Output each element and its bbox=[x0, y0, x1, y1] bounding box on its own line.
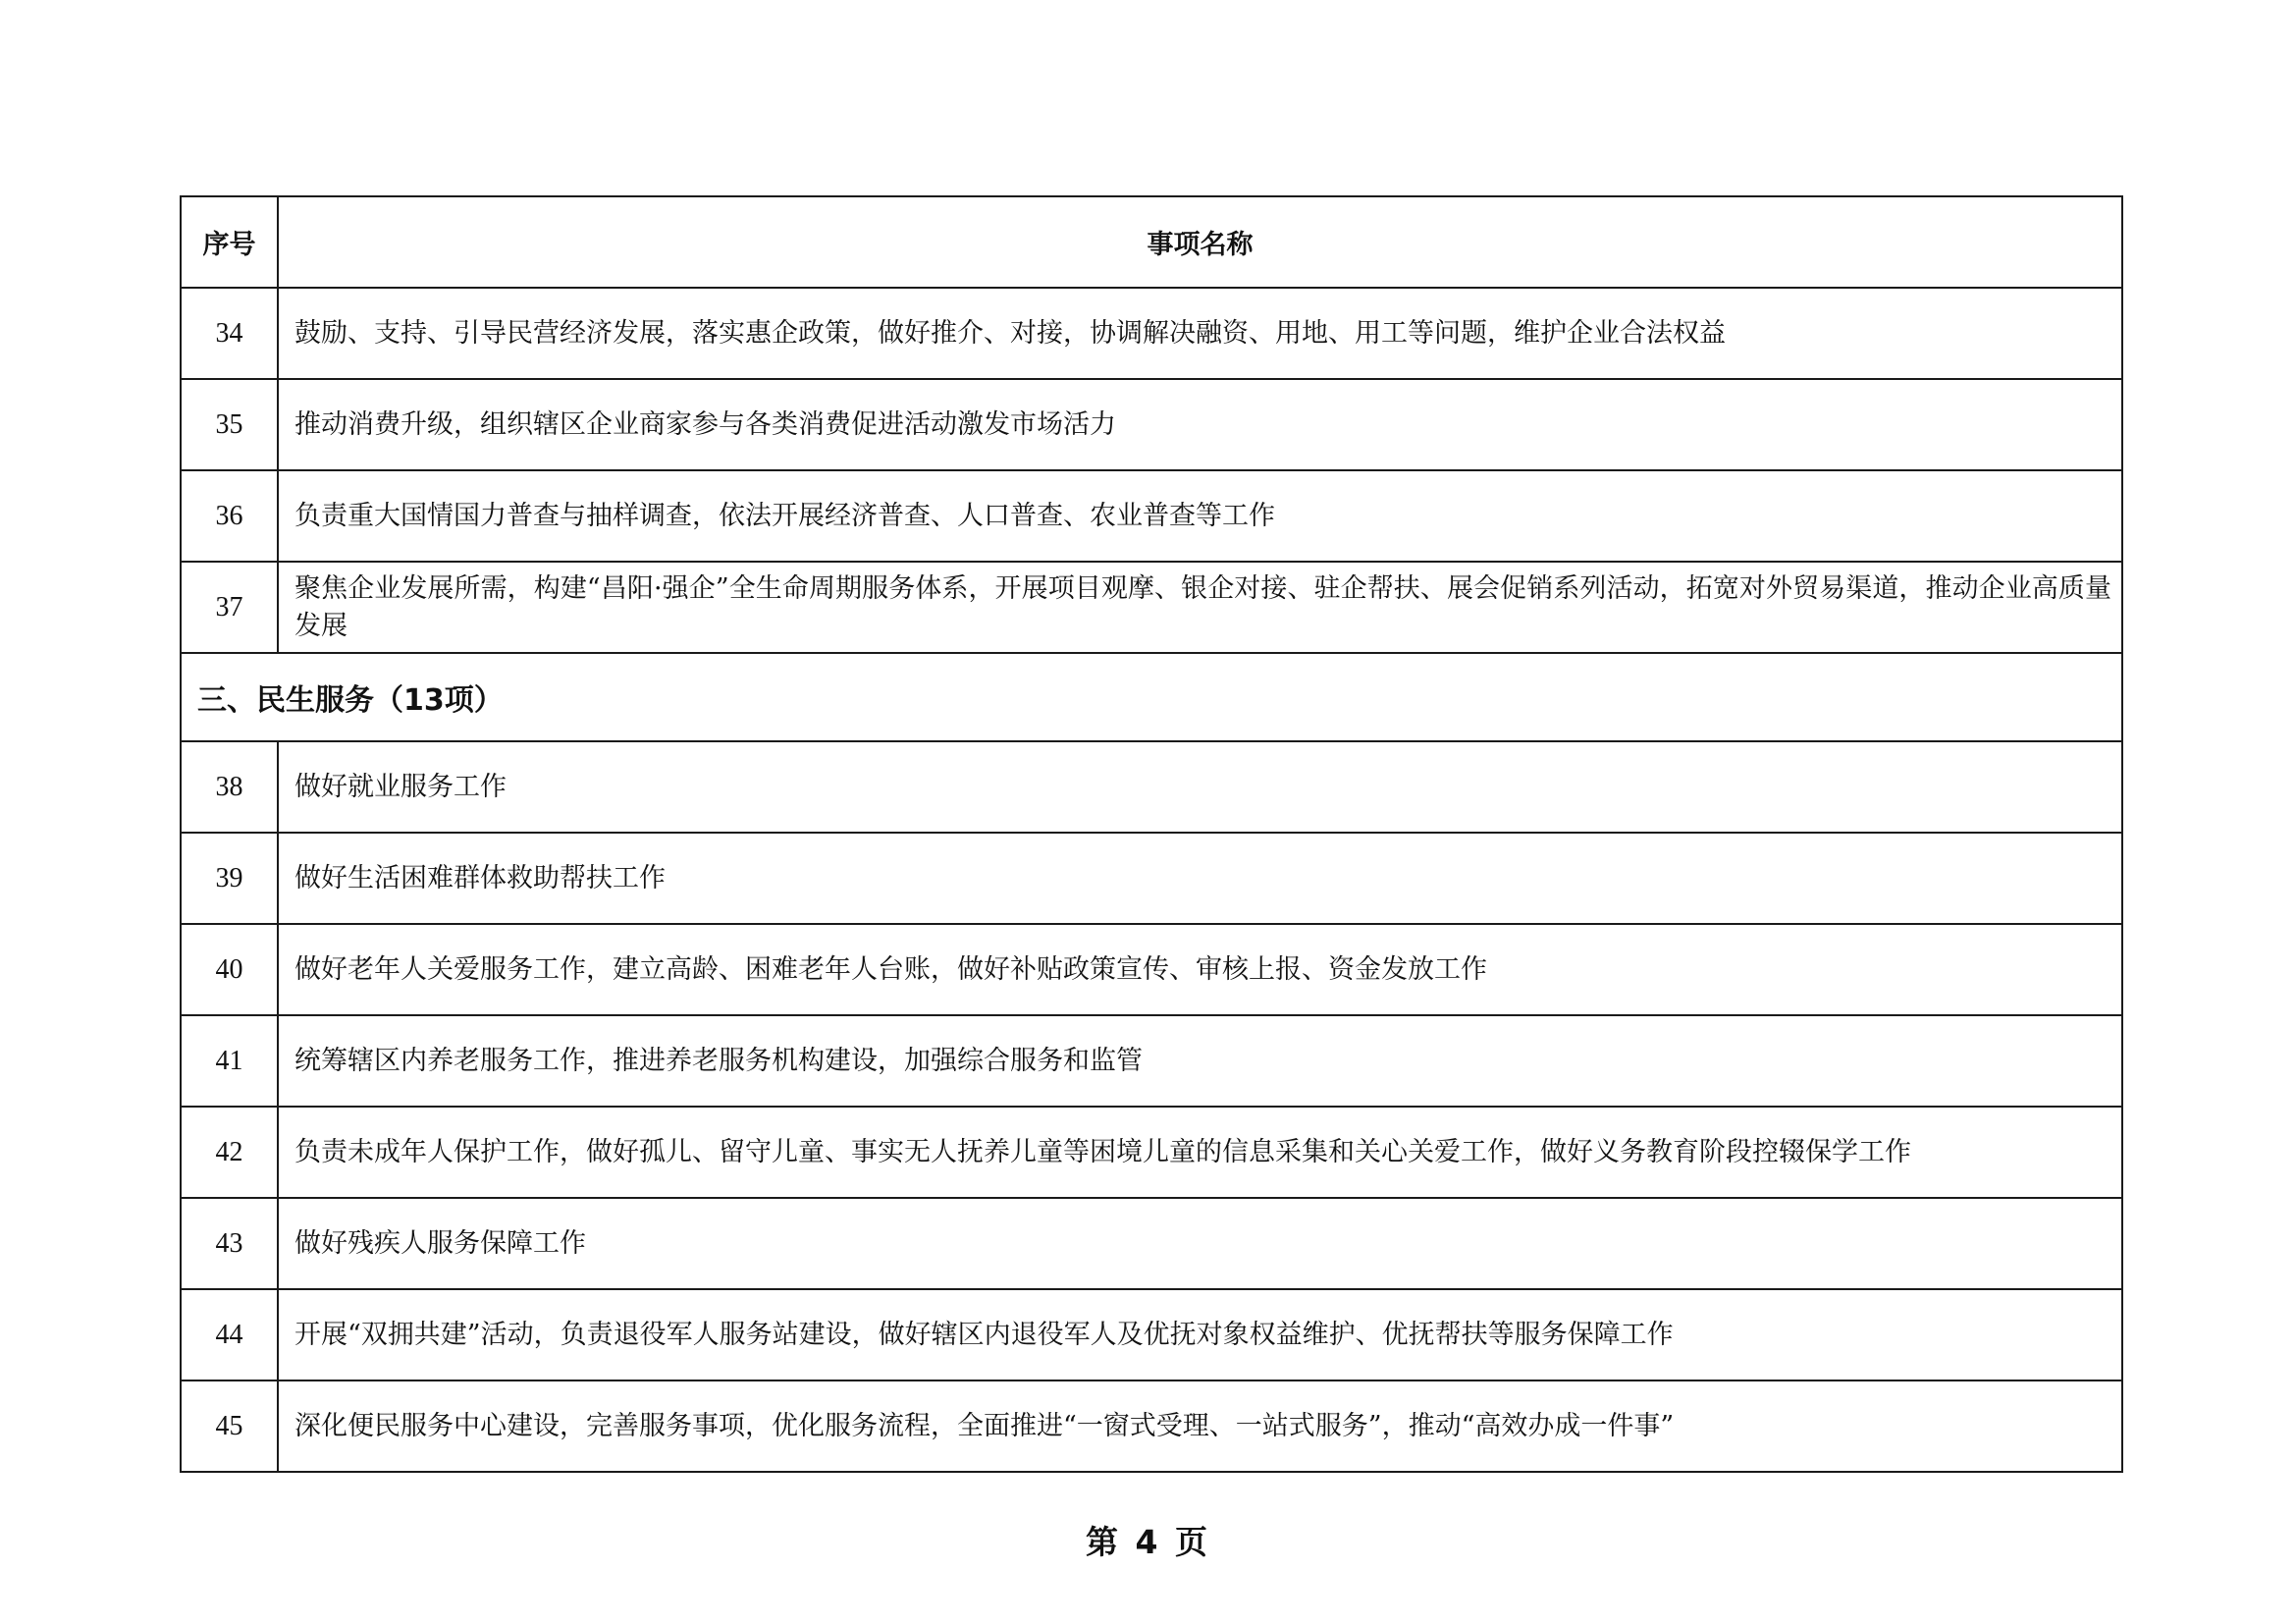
row-matter: 负责重大国情国力普查与抽样调查，依法开展经济普查、人口普查、农业普查等工作 bbox=[278, 470, 2122, 562]
row-number: 39 bbox=[181, 833, 278, 924]
row-number: 43 bbox=[181, 1198, 278, 1289]
header-matter-name: 事项名称 bbox=[278, 196, 2122, 288]
row-matter: 聚焦企业发展所需，构建“昌阳·强企”全生命周期服务体系，开展项目观摩、银企对接、驻企帮扶、展会促销系列活动，拓宽对外贸易渠道，推动企业高质量发展 bbox=[278, 562, 2122, 653]
header-serial-number: 序号 bbox=[181, 196, 278, 288]
section-title: 三、民生服务（13项） bbox=[181, 653, 2122, 741]
page-number: 第 4 页 bbox=[1086, 1523, 1210, 1561]
row-matter: 做好残疾人服务保障工作 bbox=[278, 1198, 2122, 1289]
row-number: 42 bbox=[181, 1107, 278, 1198]
row-number: 37 bbox=[181, 562, 278, 653]
row-number: 38 bbox=[181, 741, 278, 833]
table-header-row bbox=[181, 196, 2122, 288]
row-matter: 推动消费升级，组织辖区企业商家参与各类消费促进活动激发市场活力 bbox=[278, 379, 2122, 470]
table-row bbox=[181, 924, 2122, 1015]
row-matter: 统筹辖区内养老服务工作，推进养老服务机构建设，加强综合服务和监管 bbox=[278, 1015, 2122, 1107]
row-number: 36 bbox=[181, 470, 278, 562]
table-row bbox=[181, 470, 2122, 562]
row-number: 34 bbox=[181, 288, 278, 379]
row-number: 35 bbox=[181, 379, 278, 470]
table-row bbox=[181, 1380, 2122, 1472]
table-row bbox=[181, 288, 2122, 379]
matters-table bbox=[180, 195, 2123, 1473]
table-row bbox=[181, 379, 2122, 470]
row-number: 41 bbox=[181, 1015, 278, 1107]
table-row bbox=[181, 1015, 2122, 1107]
row-matter: 做好生活困难群体救助帮扶工作 bbox=[278, 833, 2122, 924]
row-number: 45 bbox=[181, 1380, 278, 1472]
row-matter: 开展“双拥共建”活动，负责退役军人服务站建设，做好辖区内退役军人及优抚对象权益维护、优抚帮扶等服务保障工作 bbox=[278, 1289, 2122, 1380]
table-row bbox=[181, 1198, 2122, 1289]
row-matter: 做好老年人关爱服务工作，建立高龄、困难老年人台账，做好补贴政策宣传、审核上报、资金发放工作 bbox=[278, 924, 2122, 1015]
section-row bbox=[181, 653, 2122, 741]
row-matter: 负责未成年人保护工作，做好孤儿、留守儿童、事实无人抚养儿童等困境儿童的信息采集和关心关爱工作，做好义务教育阶段控辍保学工作 bbox=[278, 1107, 2122, 1198]
row-number: 44 bbox=[181, 1289, 278, 1380]
table-row bbox=[181, 1107, 2122, 1198]
row-matter: 做好就业服务工作 bbox=[278, 741, 2122, 833]
table-row bbox=[181, 562, 2122, 653]
table-row bbox=[181, 833, 2122, 924]
row-number: 40 bbox=[181, 924, 278, 1015]
table-row bbox=[181, 1289, 2122, 1380]
row-matter: 深化便民服务中心建设，完善服务事项，优化服务流程，全面推进“一窗式受理、一站式服务”，推动“高效办成一件事” bbox=[278, 1380, 2122, 1472]
row-matter: 鼓励、支持、引导民营经济发展，落实惠企政策，做好推介、对接，协调解决融资、用地、用工等问题，维护企业合法权益 bbox=[278, 288, 2122, 379]
table-row bbox=[181, 741, 2122, 833]
